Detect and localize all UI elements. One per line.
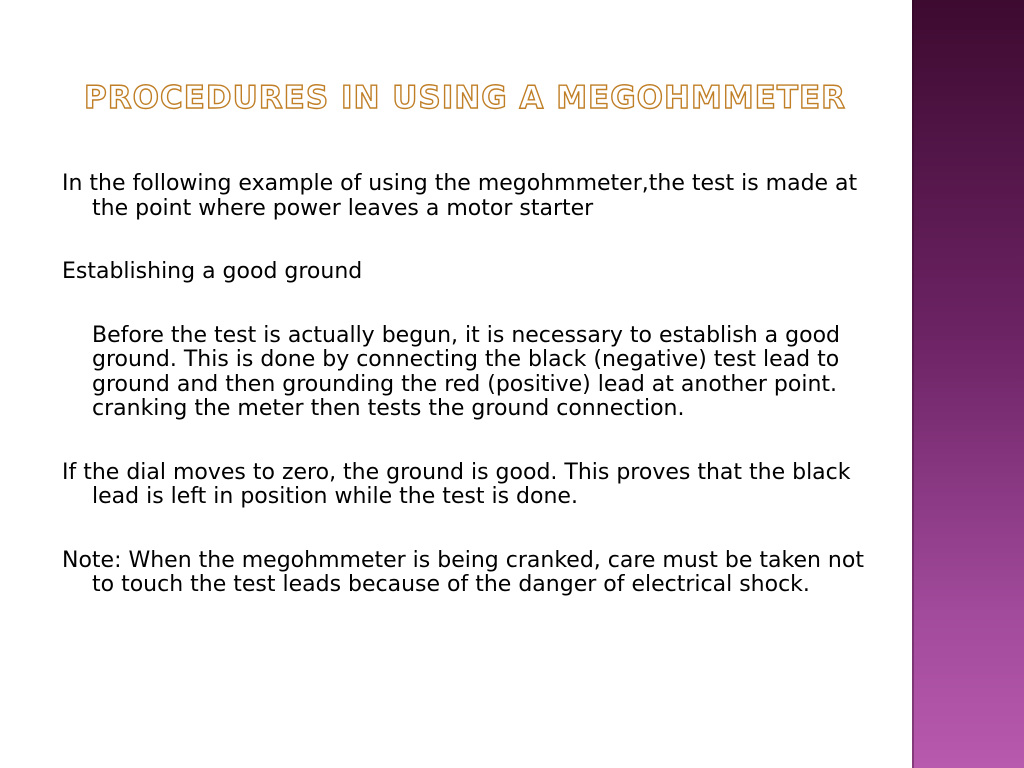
paragraph-intro: In the following example of using the megohmmeter,the test is made at the point where power leaves a motor starter [62,171,858,221]
paragraph-establishing-ground: Establishing a good ground [62,259,363,284]
slide-body [62,172,882,637]
slide-title: PROCEDURES IN USING A MEGOHMMETER [84,80,847,116]
paragraph-before-test: Before the test is actually begun, it is necessary to establish a good ground. This is done by connecting the black (negative) test lead to ground and then grounding the red (positive) lead at another point. cranking the meter then tests the ground connection. [92,322,840,421]
paragraph-dial-zero: If the dial moves to zero, the ground is good. This proves that the black lead is left in position while the test is done. [62,459,851,509]
side-band-edge [912,0,914,768]
side-decorative-band [912,0,1024,768]
paragraph-note: Note: When the megohmmeter is being cranked, care must be taken not to touch the test leads because of the danger of electrical shock. [62,547,864,597]
